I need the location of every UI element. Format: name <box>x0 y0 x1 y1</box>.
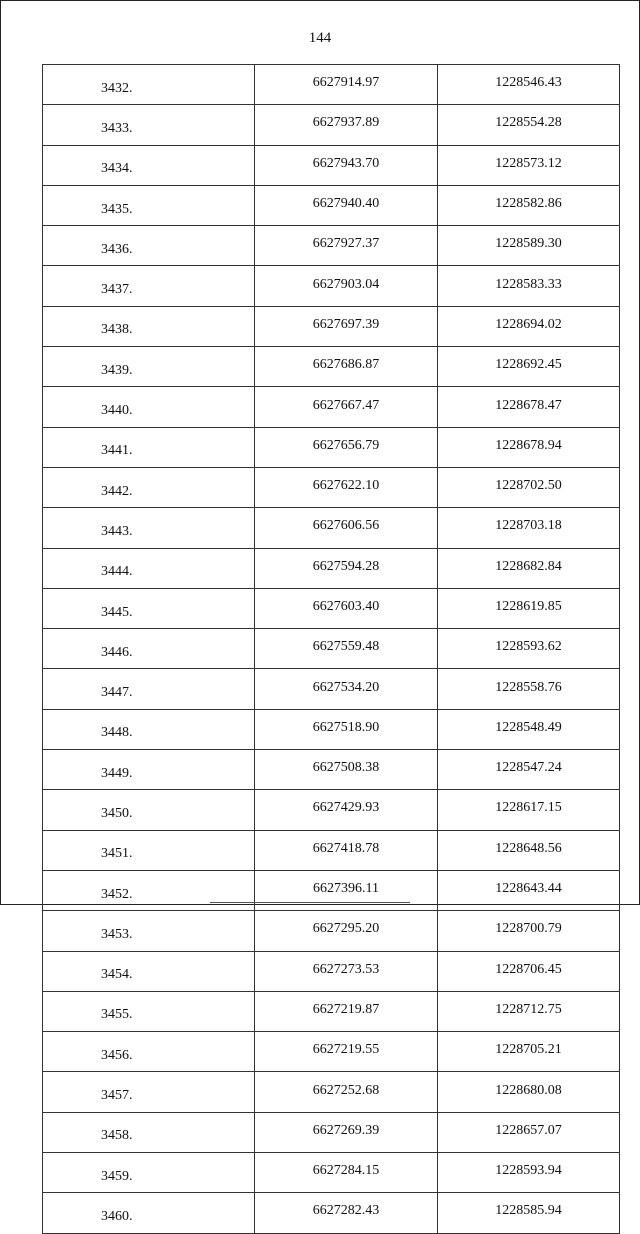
point-number-cell: 3432. <box>43 65 255 105</box>
y-coordinate-cell: 1228705.21 <box>438 1032 620 1072</box>
x-coordinate-cell: 6627273.53 <box>255 951 438 991</box>
table-row <box>43 911 620 951</box>
y-coordinate-cell: 1228682.84 <box>438 548 620 588</box>
y-coordinate-cell: 1228547.24 <box>438 750 620 790</box>
table-row <box>43 427 620 467</box>
point-number-cell: 3460. <box>43 1193 255 1233</box>
y-coordinate-cell: 1228692.45 <box>438 347 620 387</box>
point-number-cell: 3459. <box>43 1153 255 1193</box>
y-coordinate-cell: 1228593.62 <box>438 629 620 669</box>
coordinates-table <box>42 64 620 1234</box>
y-coordinate-cell: 1228702.50 <box>438 467 620 507</box>
point-number-cell: 3446. <box>43 629 255 669</box>
table-row <box>43 750 620 790</box>
y-coordinate-cell: 1228712.75 <box>438 991 620 1031</box>
x-coordinate-cell: 6627686.87 <box>255 347 438 387</box>
y-coordinate-cell: 1228589.30 <box>438 226 620 266</box>
x-coordinate-cell: 6627603.40 <box>255 588 438 628</box>
x-coordinate-cell: 6627594.28 <box>255 548 438 588</box>
page-number: 144 <box>308 30 332 46</box>
point-number-cell: 3447. <box>43 669 255 709</box>
table-row <box>43 1153 620 1193</box>
coordinates-table-body <box>43 65 620 1234</box>
table-row <box>43 226 620 266</box>
x-coordinate-cell: 6627927.37 <box>255 226 438 266</box>
table-row <box>43 508 620 548</box>
x-coordinate-cell: 6627559.48 <box>255 629 438 669</box>
y-coordinate-cell: 1228617.15 <box>438 790 620 830</box>
y-coordinate-cell: 1228619.85 <box>438 588 620 628</box>
point-number-cell: 3441. <box>43 427 255 467</box>
x-coordinate-cell: 6627667.47 <box>255 387 438 427</box>
table-row <box>43 1072 620 1112</box>
y-coordinate-cell: 1228648.56 <box>438 830 620 870</box>
x-coordinate-cell: 6627903.04 <box>255 266 438 306</box>
x-coordinate-cell: 6627284.15 <box>255 1153 438 1193</box>
point-number-cell: 3450. <box>43 790 255 830</box>
y-coordinate-cell: 1228678.94 <box>438 427 620 467</box>
table-row <box>43 951 620 991</box>
table-row <box>43 588 620 628</box>
point-number-cell: 3452. <box>43 870 255 910</box>
y-coordinate-cell: 1228703.18 <box>438 508 620 548</box>
table-row <box>43 790 620 830</box>
point-number-cell: 3436. <box>43 226 255 266</box>
x-coordinate-cell: 6627252.68 <box>255 1072 438 1112</box>
footer-line <box>210 902 410 903</box>
point-number-cell: 3433. <box>43 105 255 145</box>
table-row <box>43 1112 620 1152</box>
point-number-cell: 3442. <box>43 467 255 507</box>
point-number-cell: 3439. <box>43 347 255 387</box>
x-coordinate-cell: 6627656.79 <box>255 427 438 467</box>
y-coordinate-cell: 1228548.49 <box>438 709 620 749</box>
point-number-cell: 3449. <box>43 750 255 790</box>
point-number-cell: 3440. <box>43 387 255 427</box>
x-coordinate-cell: 6627518.90 <box>255 709 438 749</box>
table-row <box>43 266 620 306</box>
y-coordinate-cell: 1228593.94 <box>438 1153 620 1193</box>
point-number-cell: 3454. <box>43 951 255 991</box>
point-number-cell: 3451. <box>43 830 255 870</box>
y-coordinate-cell: 1228582.86 <box>438 185 620 225</box>
x-coordinate-cell: 6627622.10 <box>255 467 438 507</box>
x-coordinate-cell: 6627219.55 <box>255 1032 438 1072</box>
x-coordinate-cell: 6627697.39 <box>255 306 438 346</box>
table-row <box>43 387 620 427</box>
y-coordinate-cell: 1228680.08 <box>438 1072 620 1112</box>
y-coordinate-cell: 1228643.44 <box>438 870 620 910</box>
y-coordinate-cell: 1228573.12 <box>438 145 620 185</box>
point-number-cell: 3443. <box>43 508 255 548</box>
x-coordinate-cell: 6627534.20 <box>255 669 438 709</box>
point-number-cell: 3437. <box>43 266 255 306</box>
x-coordinate-cell: 6627508.38 <box>255 750 438 790</box>
table-row <box>43 548 620 588</box>
y-coordinate-cell: 1228554.28 <box>438 105 620 145</box>
point-number-cell: 3456. <box>43 1032 255 1072</box>
x-coordinate-cell: 6627295.20 <box>255 911 438 951</box>
y-coordinate-cell: 1228706.45 <box>438 951 620 991</box>
table-row <box>43 185 620 225</box>
x-coordinate-cell: 6627943.70 <box>255 145 438 185</box>
table-row <box>43 629 620 669</box>
table-row <box>43 709 620 749</box>
table-row <box>43 306 620 346</box>
table-row <box>43 347 620 387</box>
x-coordinate-cell: 6627219.87 <box>255 991 438 1031</box>
point-number-cell: 3434. <box>43 145 255 185</box>
y-coordinate-cell: 1228585.94 <box>438 1193 620 1233</box>
y-coordinate-cell: 1228583.33 <box>438 266 620 306</box>
table-row <box>43 991 620 1031</box>
x-coordinate-cell: 6627914.97 <box>255 65 438 105</box>
point-number-cell: 3438. <box>43 306 255 346</box>
point-number-cell: 3435. <box>43 185 255 225</box>
x-coordinate-cell: 6627269.39 <box>255 1112 438 1152</box>
x-coordinate-cell: 6627606.56 <box>255 508 438 548</box>
x-coordinate-cell: 6627429.93 <box>255 790 438 830</box>
table-row <box>43 830 620 870</box>
y-coordinate-cell: 1228657.07 <box>438 1112 620 1152</box>
x-coordinate-cell: 6627396.11 <box>255 870 438 910</box>
table-row <box>43 467 620 507</box>
point-number-cell: 3457. <box>43 1072 255 1112</box>
point-number-cell: 3448. <box>43 709 255 749</box>
table-row <box>43 145 620 185</box>
point-number-cell: 3458. <box>43 1112 255 1152</box>
table-row <box>43 1032 620 1072</box>
point-number-cell: 3455. <box>43 991 255 1031</box>
y-coordinate-cell: 1228694.02 <box>438 306 620 346</box>
table-row <box>43 1193 620 1233</box>
point-number-cell: 3444. <box>43 548 255 588</box>
point-number-cell: 3445. <box>43 588 255 628</box>
y-coordinate-cell: 1228678.47 <box>438 387 620 427</box>
table-row <box>43 65 620 105</box>
point-number-cell: 3453. <box>43 911 255 951</box>
table-row <box>43 669 620 709</box>
table-row <box>43 105 620 145</box>
y-coordinate-cell: 1228558.76 <box>438 669 620 709</box>
x-coordinate-cell: 6627282.43 <box>255 1193 438 1233</box>
x-coordinate-cell: 6627937.89 <box>255 105 438 145</box>
y-coordinate-cell: 1228700.79 <box>438 911 620 951</box>
x-coordinate-cell: 6627940.40 <box>255 185 438 225</box>
x-coordinate-cell: 6627418.78 <box>255 830 438 870</box>
y-coordinate-cell: 1228546.43 <box>438 65 620 105</box>
